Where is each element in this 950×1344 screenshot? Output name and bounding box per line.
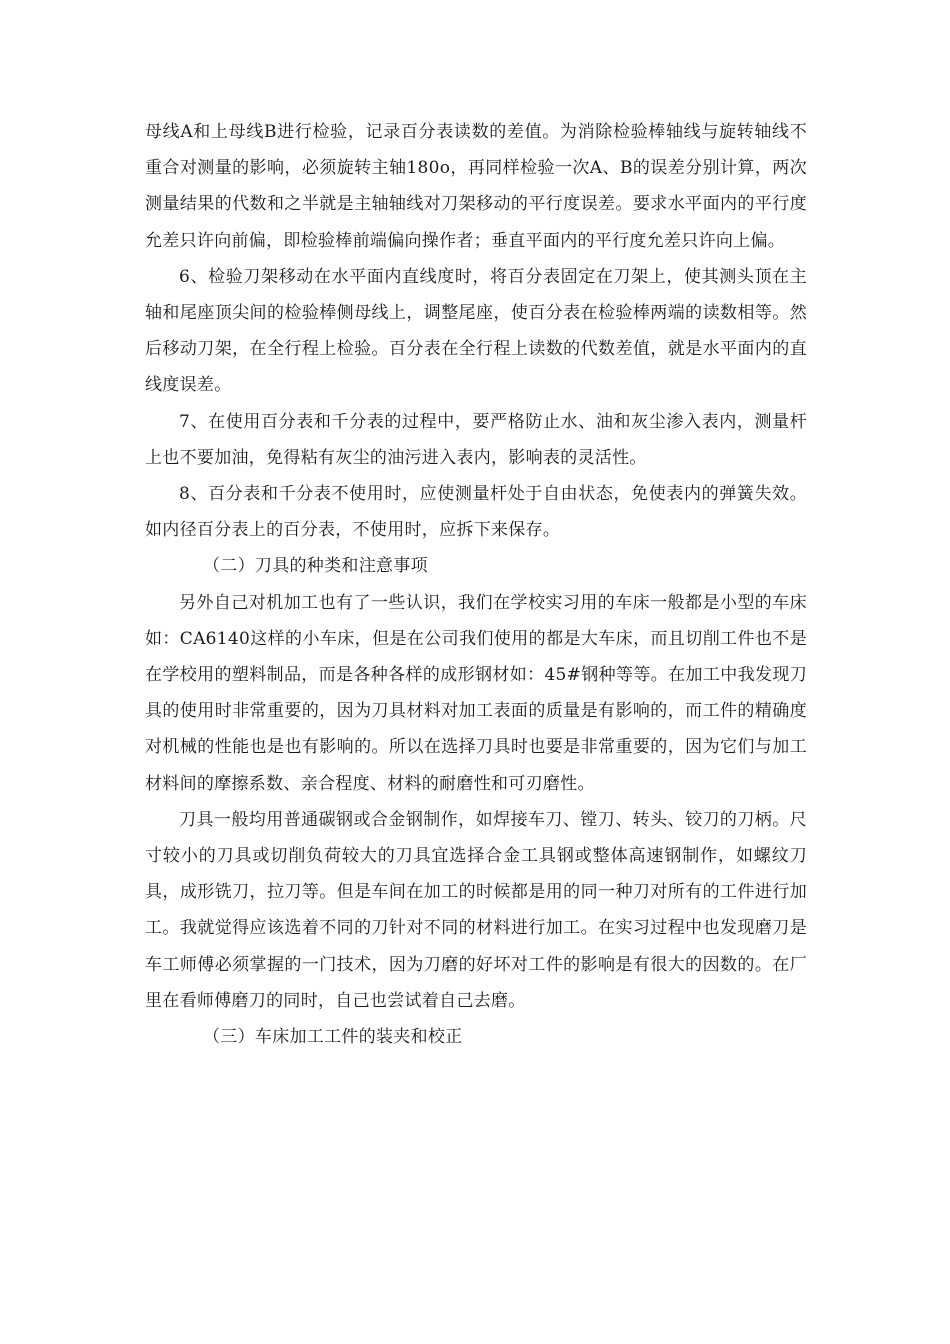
paragraph-item-8: 8、百分表和千分表不使用时，应使测量杆处于自由状态，免使表内的弹簧失效。如内径百分表上的百分表，不使用时，应拆下来保存。 <box>145 484 807 541</box>
paragraph-item-7: 7、在使用百分表和千分表的过程中，要严格防止水、油和灰尘渗入表内，测量杆上也不要加油，免得粘有灰尘的油污进入表内，影响表的灵活性。 <box>145 411 807 468</box>
paragraph-continuation: 母线A和上母线B进行检验，记录百分表读数的差值。为消除检验棒轴线与旋转轴线不重合对测量的影响，必须旋转主轴180o，再同样检验一次A、B的误差分别计算，两次测量结果的代数和之半就是主轴轴线对刀架移动的平行度误差。要求水平面内的平行度允差只许向前偏，即检验棒前端偏向操作者；垂直平面内的平行度允差只许向上偏。 <box>145 122 807 251</box>
paragraph-tool-materials: 刀具一般均用普通碳钢或合金钢制作，如焊接车刀、镗刀、转头、铰刀的刀柄。尺寸较小的刀具或切削负荷较大的刀具宜选择合金工具钢或整体高速钢制作，如螺纹刀具，成形铣刀，拉刀等。但是车间在加工的时候都是用的同一种刀对所有的工件进行加工。我就觉得应该选着不同的刀针对不同的材料进行加工。在实习过程中也发现磨刀是车工师傅必须掌握的一门技术，因为刀磨的好坏对工件的影响是有很大的因数的。在厂里在看师傅磨刀的同时，自己也尝试着自己去磨。 <box>145 809 807 1011</box>
document-body <box>145 114 807 1055</box>
section-heading-tools: （二）刀具的种类和注意事项 <box>203 556 428 577</box>
paragraph-machining-experience: 另外自己对机加工也有了一些认识，我们在学校实习用的车床一般都是小型的车床如：CA6140这样的小车床，但是在公司我们使用的都是大车床，而且切削工件也不是在学校用的塑料制品，而是各种各样的成形钢材如：45#钢种等等。在加工中我发现刀具的使用时非常重要的，因为刀具材料对加工表面的质量是有影响的，而工件的精确度对机械的性能也是也有影响的。所以在选择刀具时也要是非常重要的，因为它们与加工材料间的摩擦系数、亲合程度、材料的耐磨性和可刃磨性。 <box>145 592 807 794</box>
section-heading-clamping: （三）车床加工工件的装夹和校正 <box>203 1027 463 1048</box>
paragraph-item-6: 6、检验刀架移动在水平面内直线度时，将百分表固定在刀架上，使其测头顶在主轴和尾座顶尖间的检验棒侧母线上，调整尾座，使百分表在检验棒两端的读数相等。然后移动刀架，在全行程上检验。百分表在全行程上读数的代数差值，就是水平面内的直线度误差。 <box>145 266 807 396</box>
